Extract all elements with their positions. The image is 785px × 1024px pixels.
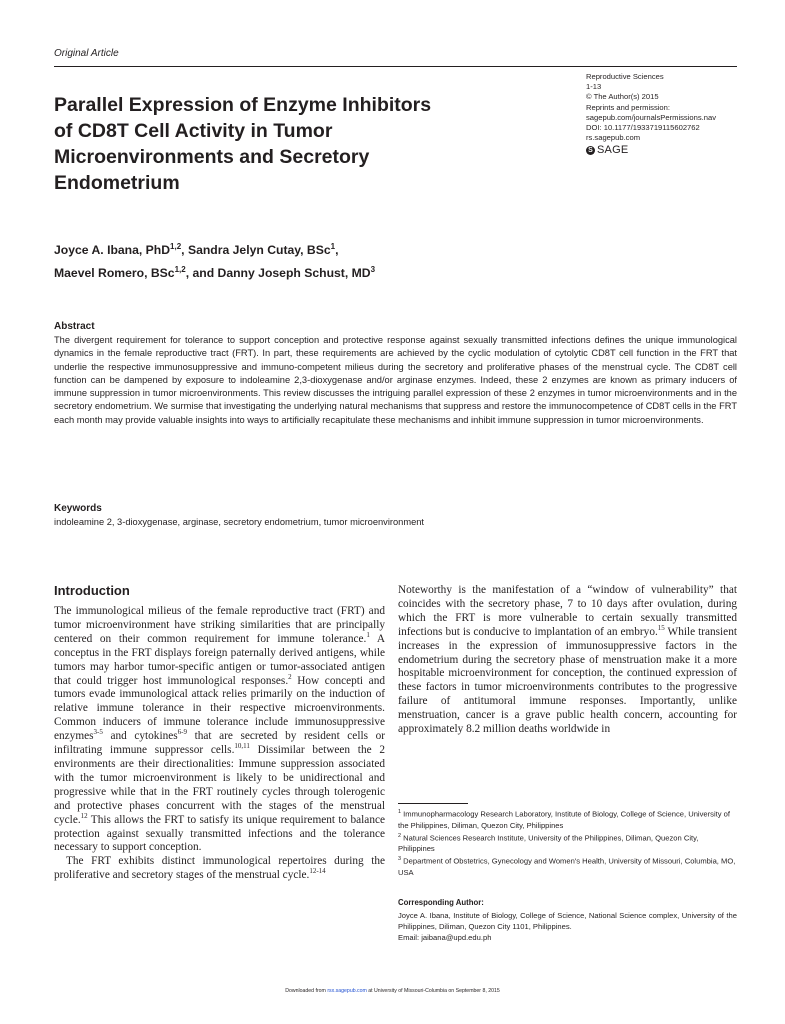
citation-ref[interactable]: 1 <box>366 631 370 640</box>
abstract-heading: Abstract <box>54 321 95 332</box>
body-text: that are secreted by resident cells or infiltrating immune suppressor cells. <box>54 730 385 757</box>
header-rule <box>54 66 737 67</box>
journal-name: Reproductive Sciences <box>586 72 664 81</box>
copyright-line: © The Author(s) 2015 <box>586 92 659 102</box>
citation-ref[interactable]: 3-5 <box>93 728 103 737</box>
download-note-prefix: Downloaded from <box>285 988 328 994</box>
reprints-line: Reprints and permission: <box>586 102 670 112</box>
affiliation-footnotes <box>398 807 737 878</box>
citation-ref[interactable]: 15 <box>657 623 665 632</box>
body-text: The immunological milieus of the female reproductive tract (FRT) and tumor microenvironment have striking similarities that are principally centered on their common requirement for immune tolerance. <box>54 605 385 645</box>
body-paragraph <box>398 584 737 737</box>
introduction-heading: Introduction <box>54 583 130 598</box>
citation-ref[interactable]: 12 <box>80 811 88 820</box>
journal-pages: 1-13 <box>586 82 602 92</box>
citation-ref[interactable]: 10,11 <box>234 742 250 751</box>
download-note <box>0 988 785 994</box>
author-name: , Sandra Jelyn Cutay, BSc <box>181 243 331 258</box>
abstract-text: The divergent requirement for tolerance to support conception and protective response against sexually transmitted infections defines the unique immunological dynamics in the female reproductive tract (FRT). In part, these requirements are achieved by the cyclic modulation of cytolytic CD8T cell function in the FRT that underlie the respective immunosuppressive and immuno-competent milieus during the secretory and proliferative phases of the menstrual cycle. The CD8T cell function can be dampened by exposure to indoleamine 2,3-dioxygenase and/or arginase enzymes. Indeed, these 2 enzymes are known as primary inducers of immune suppression in tumor microenvironments. This review discusses the intriguing parallel expression of these 2 enzymes in tumor microenvironments and in the secretory endometrium. We surmise that investigating the underlying natural mechanisms that suppress and restore the immunocompetence of CD8T cells in the FRT each month may provide valuable insights into ways to artificially recapitulate these mechanisms and inhibit immune suppression in tumor microenvironments. <box>54 335 737 425</box>
author-affiliation-ref: 1,2 <box>170 242 182 251</box>
journal-site-link[interactable]: rs.sagepub.com <box>586 133 641 143</box>
keywords-text: indoleamine 2, 3-dioxygenase, arginase, secretory endometrium, tumor microenvironment <box>54 517 424 527</box>
footnote-number: 2 <box>398 832 402 839</box>
body-paragraph <box>54 605 385 855</box>
body-text: This allows the FRT to satisfy its unique requirement to balance protection against sexually transmitted infections and the tolerance necessary to support conception. <box>54 813 385 854</box>
author-name: , and Danny Joseph Schust, MD <box>185 266 371 281</box>
footnote-number: 1 <box>398 809 402 815</box>
body-text: Noteworthy is the manifestation of a “window of vulnerability” that coincides with the secretory phase, 7 to 10 days after ovulation, during which the FRT is more vulnerable to certain sexually transmitted infections but is conducive to implantation of an embryo. <box>398 584 737 638</box>
footnote-number: 3 <box>398 856 402 863</box>
footnote-text: Immunopharmacology Research Laboratory, Institute of Biology, College of Science, University of the Philippines, Diliman, Quezon City, Philippines <box>398 809 731 830</box>
author-affiliation-ref: 1,2 <box>174 265 186 275</box>
author-list <box>54 237 614 283</box>
body-text: A conceptus in the FRT displays foreign paternally derived antigens, while tumors may harbor tumor-specific antigen or tumor-associated antigen that could trigger host immunological responses. <box>54 632 386 687</box>
sage-mark-icon: S <box>586 146 595 155</box>
citation-ref[interactable]: 6-9 <box>177 728 187 737</box>
body-text: The FRT exhibits distinct immunological repertoires during the proliferative and secretory stages of the menstrual cycle. <box>54 855 385 882</box>
corresponding-author-address: Joyce A. Ibana, Institute of Biology, College of Science, National Science complex, University of the Philippines, Diliman, Quezon City 1101, Philippines. <box>398 911 737 931</box>
body-column-right <box>398 584 737 737</box>
body-text: How concepti and tumors evade immunological attack relies primarily on the induction of relative immune tolerance in their respective microenvironments. Common inducers of immune tolerance include immunosuppressive enzymes <box>54 674 385 743</box>
body-paragraph <box>54 855 385 883</box>
author-affiliation-ref: 1 <box>330 242 336 251</box>
citation-ref[interactable]: 2 <box>288 672 292 681</box>
body-text: Dissimilar between the 2 environments are their directionalities: Immune suppression associated with the tumor microenvironment is likely to be unidirectional and progressive while that in the FRT routinely cycles through tolerogenic and protective phases concurrent with the stages of the menstrual cycle. <box>54 744 385 826</box>
body-text: While transient increases in the expression of immunosuppressive factors in the endometrium during the secretory phase of menstruation make it a more hospitable microenvironment for conception, the continued expression of these factors in tumor microenvironments contributes to the progressive failure of antitumoral immune responses. Importantly, unlike menstruation, cancer is a grave public health concern, accounting for approximately 8.2 million deaths worldwide in <box>398 625 737 736</box>
corresponding-author-block <box>398 910 737 943</box>
affiliation-footnote <box>398 807 737 831</box>
author-name: Maevel Romero, BSc <box>54 266 175 281</box>
download-note-suffix: at University of Missouri-Columbia on September 8, 2015 <box>366 988 500 994</box>
article-type-label: Original Article <box>54 48 119 59</box>
download-source-link[interactable]: rsx.sagepub.com <box>327 988 367 994</box>
keywords-heading: Keywords <box>54 503 102 514</box>
author-separator: , <box>335 243 339 258</box>
author-affiliation-ref: 3 <box>370 265 376 275</box>
permissions-link[interactable]: sagepub.com/journalsPermissions.nav <box>586 112 717 122</box>
footnote-rule <box>398 803 468 804</box>
doi-line[interactable]: DOI: 10.1177/1933719115602762 <box>586 123 700 133</box>
article-title: Parallel Expression of Enzyme Inhibitors of CD8T Cell Activity in Tumor Microenvironments and Secretory Endometrium <box>54 94 432 194</box>
author-name: Joyce A. Ibana, PhD <box>54 243 171 258</box>
journal-info <box>586 72 756 156</box>
footnote-text: Natural Sciences Research Institute, University of the Philippines, Diliman, Quezon City, Philippines <box>398 833 699 854</box>
sage-wordmark: SAGE <box>597 144 629 157</box>
body-text: and cytokines <box>102 730 178 743</box>
affiliation-footnote <box>398 831 737 855</box>
affiliation-footnote <box>398 854 737 878</box>
footnote-text: Department of Obstetrics, Gynecology and Women's Health, University of Missouri, Columbia, MO, USA <box>398 856 736 877</box>
corresponding-author-heading: Corresponding Author: <box>398 898 484 907</box>
body-column-left <box>54 605 385 883</box>
corresponding-author-email[interactable]: Email: jaibana@upd.edu.ph <box>398 933 492 942</box>
citation-ref[interactable]: 12-14 <box>309 867 326 876</box>
sage-logo <box>586 145 756 155</box>
